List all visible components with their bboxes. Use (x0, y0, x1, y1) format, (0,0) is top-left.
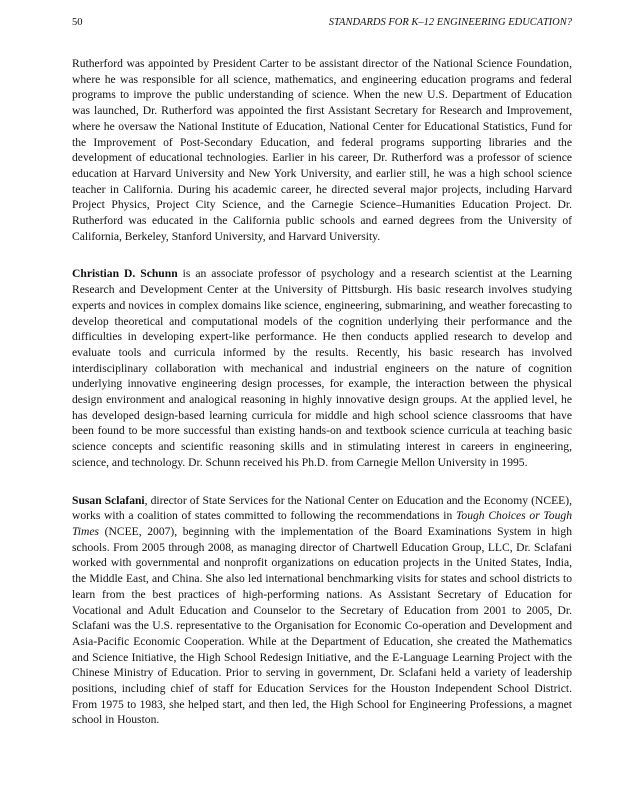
paragraph-text: (NCEE, 2007), beginning with the implementation of the Board Examinations System in high schools. From 2005 through 2008, as managing director of Chartwell Education Group, LLC, Dr. Sclafani worked with governmental and nonprofit organizations on education projects in the United States, India, the Middle East, and China. She also led international benchmarking visits for states and school districts to learn from the best practices of high-performing nations. As Assistant Secretary of Education for Vocational and Adult Education and Counselor to the Secretary of Education from 2001 to 2005, Dr. Sclafani was the U.S. representative to the Organisation for Economic Co-operation and Development and Asia-Pacific Economic Cooperation. While at the Department of Education, she created the Mathematics and Science Initiative, the High School Redesign Initiative, and the E-Language Learning Project with the Chinese Ministry of Education. Prior to serving in government, Dr. Sclafani held a variety of leadership positions, including chief of staff for Education Services for the Houston Independent School District. From 1975 to 1983, she helped start, and then led, the High School for Engineering Professions, a magnet school in Houston. (72, 524, 572, 727)
paragraph-text: Rutherford was appointed by President Carter to be assistant director of the National Science Foundation, where he was responsible for all science, mathematics, and engineering education programs and federal programs to improve the public understanding of science. When the new U.S. Department of Education was launched, Dr. Rutherford was appointed the first Assistant Secretary for Research and Improvement, where he oversaw the National Institute of Education, National Center for Educational Statistics, Fund for the Improvement of Post-Secondary Education, and federal programs supporting libraries and the development of educational technologies. Earlier in his career, Dr. Rutherford was a professor of science education at Harvard University and New York University, and earlier still, he was a high school science teacher in California. During his academic career, he directed several major projects, including Harvard Project Physics, Project City Science, and the Carnegie Science–Humanities Education Project. Dr. Rutherford was educated in the California public schools and earned degrees from the University of California, Berkeley, Stanford University, and Harvard University. (72, 57, 572, 243)
paragraph-text: is an associate professor of psychology and a research scientist at the Learning Research and Development Center at the University of Pittsburgh. His basic research involves studying experts and novices in complex domains like science, engineering, submarining, and weather forecasting to develop theoretical and computational models of the cognition underlying their performance and the difficulties in developing expert-like performance. He then conducts applied research to develop and evaluate tools and curricula informed by the results. Recently, his basic research has involved interdisciplinary collaboration with mechanical and industrial engineers on the nature of cognition underlying innovative engineering design processes, for example, the interaction between the physical design environment and analogical reasoning in highly innovative design groups. At the applied level, he has developed design-based learning curricula for middle and high school science classrooms that have been found to be more successful than existing hands-on and textbook science curricula at teaching basic science concepts and scientific reasoning skills and in stimulating interest in careers in engineering, science, and technology. Dr. Schunn received his Ph.D. from Carnegie Mellon University in 1995. (72, 267, 572, 469)
paragraph-schunn-bio (72, 266, 572, 470)
paragraph-text: , director of State Services for the National Center on Education and the Economy (NCEE), works with a coalition of states committed to following the recommendations in (72, 493, 572, 523)
running-title: STANDARDS FOR K–12 ENGINEERING EDUCATION? (328, 17, 572, 28)
report-title: Tough Choices or Tough Times (72, 509, 572, 538)
body-text (72, 56, 572, 728)
paragraph-sclafani-bio (72, 493, 572, 729)
person-name: Susan Sclafani (72, 493, 145, 507)
person-name: Christian D. Schunn (72, 267, 178, 281)
page-number: 50 (72, 17, 83, 28)
running-header (72, 16, 572, 30)
paragraph-rutherford-bio (72, 56, 572, 244)
